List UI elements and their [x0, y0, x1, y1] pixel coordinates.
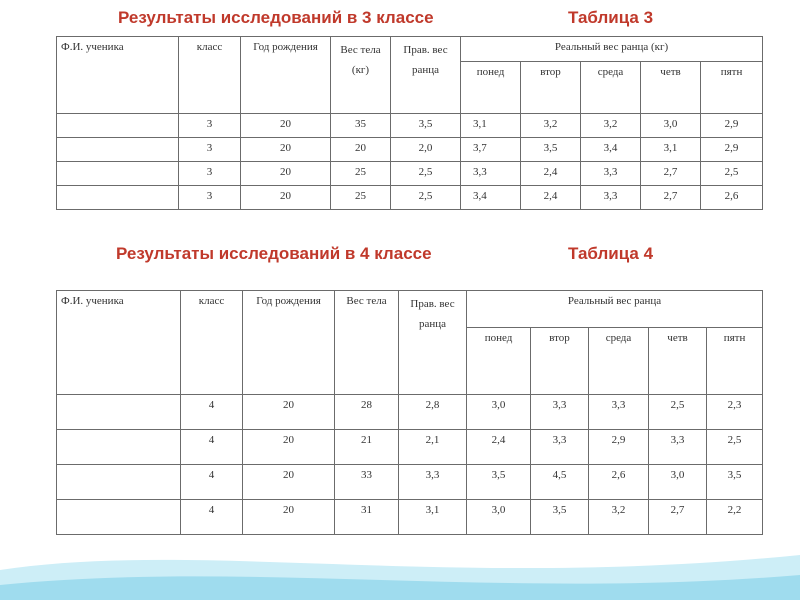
cell-birth: 20 — [241, 162, 331, 186]
header-norm-weight: Прав. вес ранца — [391, 37, 461, 114]
cell-class: 3 — [179, 162, 241, 186]
header-fio: Ф.И. ученика — [57, 37, 179, 114]
cell-weight: 33 — [335, 465, 399, 500]
cell-fio — [57, 162, 179, 186]
cell-day: 3,4 — [461, 186, 521, 210]
header-day: среда — [581, 62, 641, 114]
table-row — [57, 162, 763, 186]
cell-day: 3,2 — [581, 114, 641, 138]
cell-birth: 20 — [241, 138, 331, 162]
cell-day: 3,0 — [649, 465, 707, 500]
table-row — [57, 465, 763, 500]
cell-day: 3,3 — [531, 430, 589, 465]
table-row — [57, 114, 763, 138]
header-day: втор — [531, 328, 589, 395]
table4-label: Таблица 4 — [568, 244, 654, 263]
cell-day: 3,3 — [589, 395, 649, 430]
cell-norm: 2,5 — [391, 186, 461, 210]
cell-weight: 35 — [331, 114, 391, 138]
cell-day: 3,5 — [531, 500, 589, 535]
header-real-weight: Реальный вес ранца (кг) — [461, 37, 763, 62]
cell-day: 2,6 — [701, 186, 763, 210]
cell-norm: 3,3 — [399, 465, 467, 500]
cell-class: 4 — [181, 465, 243, 500]
table3 — [56, 36, 763, 210]
cell-class: 4 — [181, 430, 243, 465]
header-day: четв — [649, 328, 707, 395]
cell-day: 2,9 — [589, 430, 649, 465]
cell-day: 3,5 — [521, 138, 581, 162]
cell-norm: 2,0 — [391, 138, 461, 162]
cell-birth: 20 — [243, 500, 335, 535]
table3-title: Результаты исследований в 3 классе — [118, 8, 434, 27]
cell-day: 3,0 — [641, 114, 701, 138]
cell-birth: 20 — [241, 114, 331, 138]
cell-day: 2,4 — [521, 186, 581, 210]
header-day: четв — [641, 62, 701, 114]
background-wave — [0, 530, 800, 600]
cell-day: 3,5 — [707, 465, 763, 500]
header-birth-year: Год рождения — [243, 291, 335, 395]
cell-day: 3,3 — [581, 162, 641, 186]
header-day: пятн — [707, 328, 763, 395]
header-body-weight: Вес тела — [335, 291, 399, 395]
header-body-weight: Вес тела (кг) — [331, 37, 391, 114]
header-day: понед — [461, 62, 521, 114]
cell-day: 2,4 — [467, 430, 531, 465]
cell-day: 4,5 — [531, 465, 589, 500]
table-row — [57, 395, 763, 430]
cell-day: 3,1 — [461, 114, 521, 138]
header-day: среда — [589, 328, 649, 395]
cell-norm: 2,1 — [399, 430, 467, 465]
cell-weight: 20 — [331, 138, 391, 162]
cell-class: 4 — [181, 395, 243, 430]
cell-day: 3,4 — [581, 138, 641, 162]
cell-birth: 20 — [243, 395, 335, 430]
cell-weight: 25 — [331, 162, 391, 186]
cell-day: 2,9 — [701, 138, 763, 162]
header-day: понед — [467, 328, 531, 395]
cell-day: 3,2 — [589, 500, 649, 535]
cell-class: 3 — [179, 186, 241, 210]
cell-norm: 3,5 — [391, 114, 461, 138]
cell-day: 3,1 — [641, 138, 701, 162]
cell-class: 3 — [179, 114, 241, 138]
cell-birth: 20 — [243, 465, 335, 500]
cell-norm: 3,1 — [399, 500, 467, 535]
cell-day: 3,3 — [581, 186, 641, 210]
header-real-weight: Реальный вес ранца — [467, 291, 763, 328]
cell-day: 2,7 — [641, 186, 701, 210]
cell-fio — [57, 500, 181, 535]
cell-norm: 2,5 — [391, 162, 461, 186]
cell-day: 2,6 — [589, 465, 649, 500]
cell-weight: 21 — [335, 430, 399, 465]
header-class: класс — [179, 37, 241, 114]
table4-title: Результаты исследований в 4 классе — [116, 244, 432, 263]
cell-day: 3,3 — [649, 430, 707, 465]
cell-norm: 2,8 — [399, 395, 467, 430]
cell-day: 2,7 — [649, 500, 707, 535]
cell-day: 3,3 — [531, 395, 589, 430]
cell-day: 3,2 — [521, 114, 581, 138]
cell-fio — [57, 138, 179, 162]
cell-day: 2,9 — [701, 114, 763, 138]
cell-day: 2,5 — [701, 162, 763, 186]
table3-label: Таблица 3 — [568, 8, 654, 27]
table-row — [57, 138, 763, 162]
cell-fio — [57, 430, 181, 465]
table-row — [57, 500, 763, 535]
cell-day: 2,2 — [707, 500, 763, 535]
cell-day: 3,5 — [467, 465, 531, 500]
cell-birth: 20 — [243, 430, 335, 465]
cell-day: 2,7 — [641, 162, 701, 186]
cell-fio — [57, 186, 179, 210]
cell-class: 3 — [179, 138, 241, 162]
header-birth-year: Год рождения — [241, 37, 331, 114]
header-norm-weight: Прав. вес ранца — [399, 291, 467, 395]
cell-fio — [57, 114, 179, 138]
cell-weight: 31 — [335, 500, 399, 535]
header-fio: Ф.И. ученика — [57, 291, 181, 395]
cell-day: 3,0 — [467, 395, 531, 430]
cell-day: 2,5 — [707, 430, 763, 465]
cell-weight: 25 — [331, 186, 391, 210]
cell-day: 3,0 — [467, 500, 531, 535]
cell-day: 2,4 — [521, 162, 581, 186]
cell-day: 3,3 — [461, 162, 521, 186]
table-row — [57, 186, 763, 210]
header-day: втор — [521, 62, 581, 114]
header-class: класс — [181, 291, 243, 395]
table4 — [56, 290, 763, 535]
cell-day: 2,3 — [707, 395, 763, 430]
table-row — [57, 430, 763, 465]
cell-fio — [57, 465, 181, 500]
cell-fio — [57, 395, 181, 430]
header-day: пятн — [701, 62, 763, 114]
cell-day: 2,5 — [649, 395, 707, 430]
cell-class: 4 — [181, 500, 243, 535]
cell-birth: 20 — [241, 186, 331, 210]
cell-weight: 28 — [335, 395, 399, 430]
cell-day: 3,7 — [461, 138, 521, 162]
